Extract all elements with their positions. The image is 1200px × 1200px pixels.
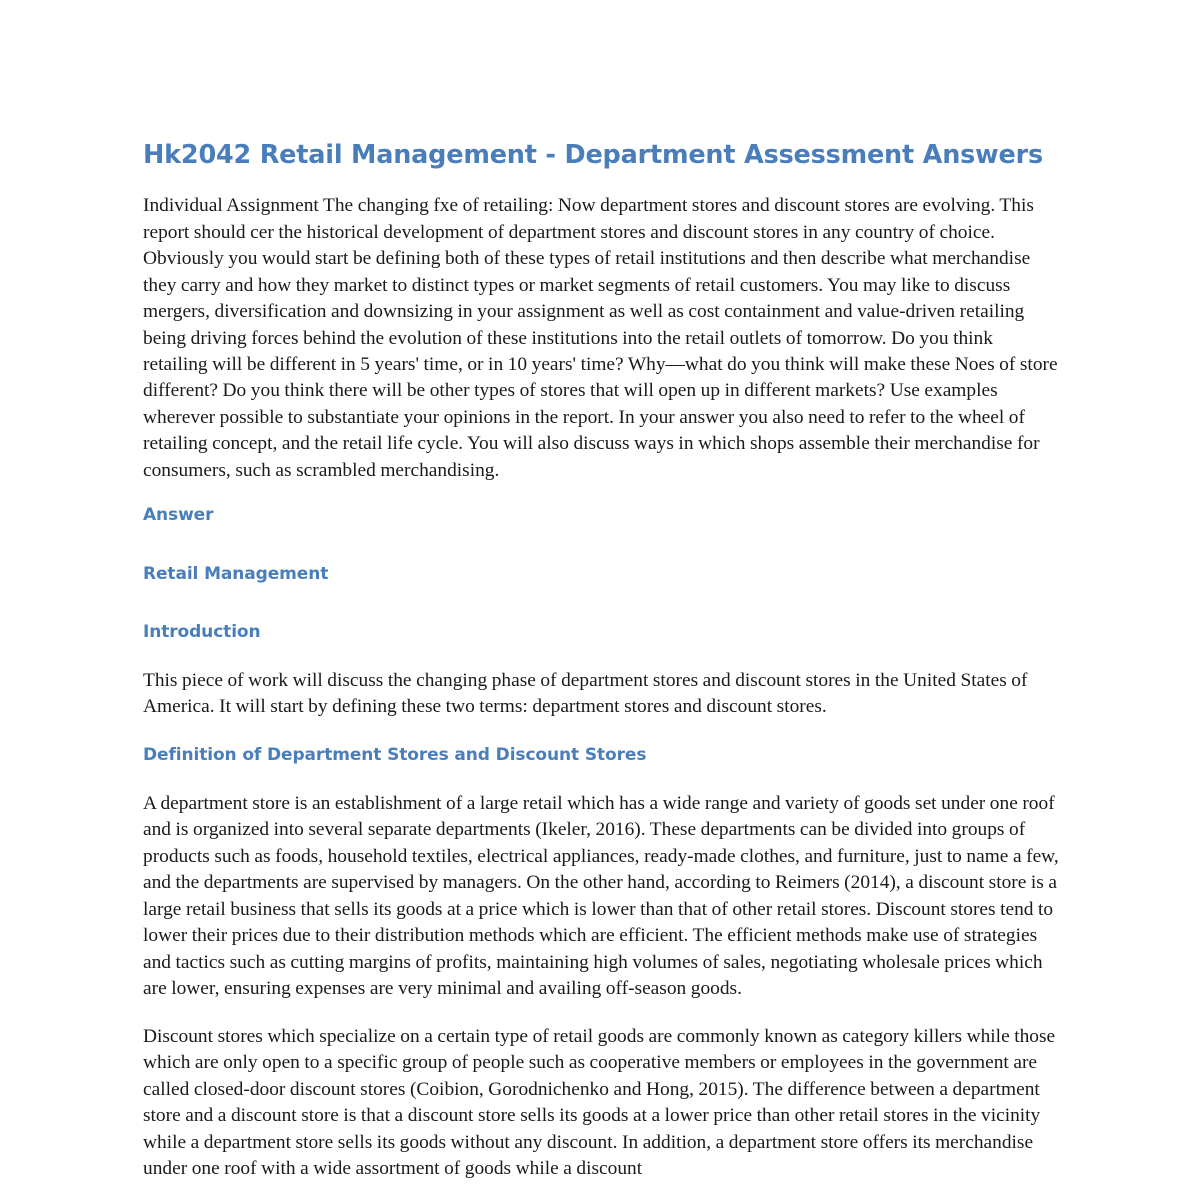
assignment-prompt-paragraph: Individual Assignment The changing fxe of retailing: Now department stores and discount stores are evolving. This report should cer the historical development of department stores and discount stores in any country of choice. Obviously you would start be defining both of these types of retail institutions and then describe what merchandise they carry and how they market to distinct types or market segments of retail customers. You may like to discuss mergers, diversification and downsizing in your assignment as well as cost containment and value-driven retailing being driving forces behind the evolution of these institutions into the retail outlets of tomorrow. Do you think retailing will be different in 5 years' time, or in 10 years' time? Why—what do you think will make these Noes of store different? Do you think there will be other types of stores that will open up in different markets? Use examples wherever possible to substantiate your opinions in the report. In your answer you also need to refer to the wheel of retailing concept, and the retail life cycle. You will also discuss ways in which shops assemble their merchandise for consumers, such as scrambled merchandising. (143, 195, 1058, 481)
definition-paragraph-2: Discount stores which specialize on a certain type of retail goods are commonly known as category killers while those which are only open to a specific group of people such as cooperative members or employees in the government are called closed-door discount stores (Coibion, Gorodnichenko and Hong, 2015). The difference between a department store and a discount store is that a discount store sells its goods at a lower price than other retail stores in the vicinity while a department store sells its goods without any discount. In addition, a department store offers its merchandise under one roof with a wide assortment of goods while a discount (143, 1025, 1056, 1180)
definition-paragraph-1: A department store is an establishment of a large retail which has a wide range and variety of goods set under one roof and is organized into several separate departments (Ikeler, 2016). These departments can be divided into groups of products such as foods, household textiles, electrical appliances, ready-made clothes, and furniture, just to name a few, and the departments are supervised by managers. On the other hand, according to Reimers (2014), a discount store is a large retail business that sells its goods at a price which is lower than that of other retail stores. Discount stores tend to lower their prices due to their distribution methods which are efficient. The efficient methods make use of strategies and tactics such as cutting margins of profits, maintaining high volumes of sales, negotiating wholesale prices which are lower, ensuring expenses are very minimal and availing off-season goods. (143, 792, 1059, 1000)
heading-introduction: Introduction (143, 622, 261, 643)
document-content (143, 140, 1059, 1183)
heading-definition: Definition of Department Stores and Discount Stores (143, 744, 647, 765)
heading-retail-management: Retail Management (143, 563, 329, 584)
page-title: Hk2042 Retail Management - Department Assessment Answers (143, 140, 1043, 170)
introduction-paragraph: This piece of work will discuss the changing phase of department stores and discount stores in the United States of America. It will start by defining these two terms: department stores and discount stores. (143, 669, 1028, 718)
heading-answer: Answer (143, 505, 214, 526)
